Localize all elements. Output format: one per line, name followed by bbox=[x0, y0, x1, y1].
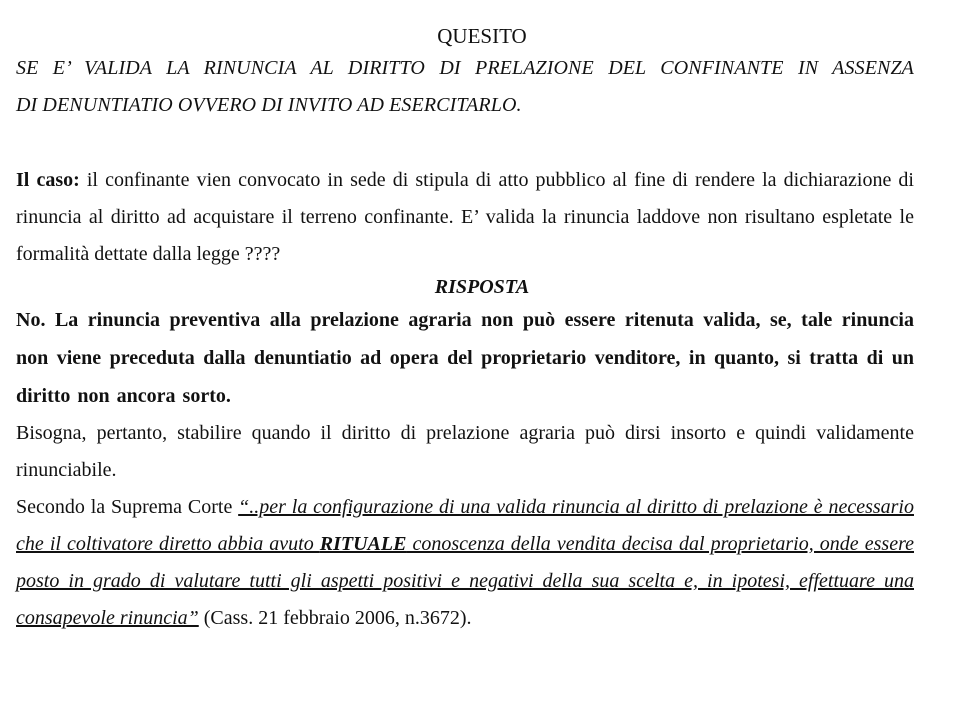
citation: (Cass. 21 febbraio 2006, n.3672). bbox=[198, 607, 472, 629]
case-text: il confinante vien convocato in sede di stipula di atto pubblico al fine di rendere la dichiarazione di rinuncia al diritto ad acquistare il terreno confinante. E’ valida la rinuncia laddove non risultano espletate le formalità dettate dalla legge ???? bbox=[16, 169, 914, 265]
answer-title: RISPOSTA bbox=[434, 276, 530, 298]
quote-bold-word: RITUALE bbox=[319, 533, 407, 555]
quote-intro: Secondo la Suprema Corte bbox=[16, 496, 239, 518]
question-line-2: DI DENUNTIATIO OVVERO DI INVITO AD ESERCITARLO. bbox=[16, 94, 522, 116]
answer-paragraph-3 bbox=[16, 489, 914, 637]
case-paragraph bbox=[16, 162, 914, 273]
answer-bold-paragraph: No. La rinuncia preventiva alla prelazione agraria non può essere ritenuta valida, se, tale rinuncia non viene preceduta dalla denuntiatio ad opera del proprietario venditore, in quanto, si tratta di un diritto non ancora sorto. bbox=[16, 309, 914, 407]
answer-paragraph-2: Bisogna, pertanto, stabilire quando il diritto di prelazione agraria può dirsi insorto e quindi validamente rinunciabile. bbox=[16, 422, 914, 481]
question-line-1: SE E’ VALIDA LA RINUNCIA AL DIRITTO DI PRELAZIONE DEL CONFINANTE IN ASSENZA bbox=[16, 57, 914, 79]
document-page bbox=[16, 22, 914, 637]
document-title: QUESITO bbox=[437, 24, 527, 48]
quote-part-1: “..per la configurazione di una valida rinuncia al diritto di prelazione è necessario che il coltivatore diretto abbia avuto bbox=[16, 496, 914, 555]
case-label: Il caso: bbox=[16, 169, 80, 191]
spacer bbox=[16, 124, 914, 162]
quote-part-2: conoscenza della vendita decisa dal proprietario, onde essere posto in grado di valutare tutti gli aspetti positivi e negativi della sua scelta e, in ipotesi, effettuare una consapevole rinuncia” bbox=[16, 533, 914, 629]
